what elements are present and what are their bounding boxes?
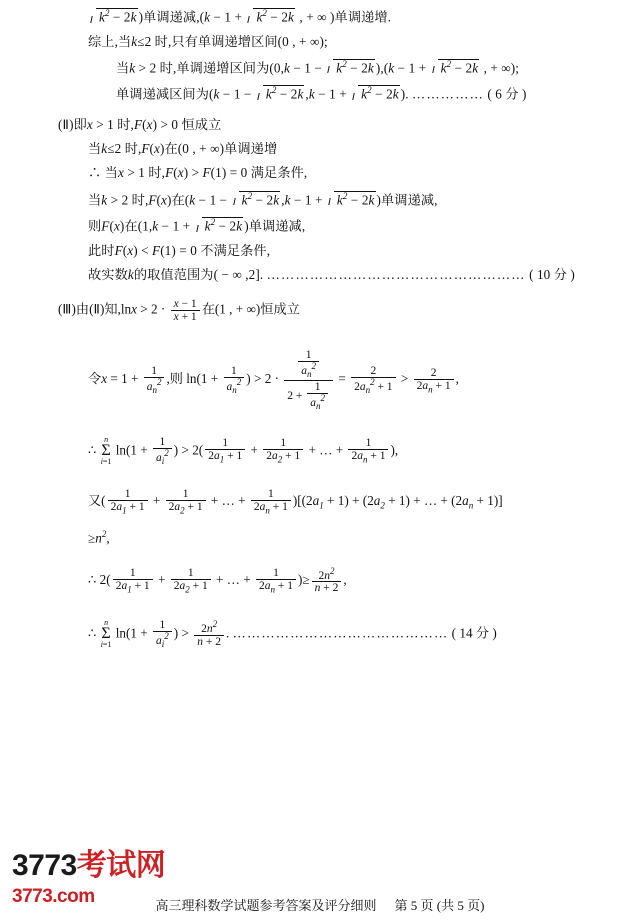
score-6: ( 6 分 ) <box>487 86 527 102</box>
math-line-2: 综上,当k≤2 时,只有单调递增区间(0 , + ∞); <box>88 33 328 49</box>
math-line-3: 当k > 2 时,单调递增区间为($0,k - 1 - k^2 - 2k$ )$,(k - 1 + k^2 - 2k$ , + ∞); <box>116 58 520 76</box>
math-line-18: ∴ n Σ i=1 ln(1 + $\frac{1}{a_i^2}$ ) > $\frac{2n^2}{n + 2}$ . ……………………………………… ( 14 分 ) <box>88 618 497 649</box>
math-line-15: 又( $\frac{1}{2a_1 + 1}$ + $\frac{1}{2a_2 + 1}$ + … + $\frac{1}{2a_n + 1}$ )[$(2a_1 + 1) + (2a_2 + 1)$ + … + $(2a_n + 1)$] <box>88 488 503 516</box>
watermark-url: 3773.com <box>12 886 95 907</box>
math-line-7: ∴ 当x > 1 时,F(x) > F(1) = 0 满足条件, <box>88 165 308 181</box>
page-footer <box>0 895 640 914</box>
math-line-12: (Ⅲ)由(Ⅱ)知,lnx > 2 · $\frac{x - 1}{x + 1}$ 在(1 , + ∞)恒成立 <box>58 298 300 324</box>
leader-dots-3: ……………………………………… <box>232 624 449 640</box>
score-10: ( 10 分 ) <box>529 266 575 282</box>
math-line-6: 当k≤2 时,F(x)在(0 , + ∞)单调递增 <box>88 141 278 157</box>
watermark-logo <box>12 840 165 884</box>
answer-body <box>58 8 618 665</box>
math-line-8: 当k > 2 时,F(x)在($k - 1 - k^2 - 2k$ $,k - 1 + k^2 - 2k$ )单调递减, <box>88 190 438 207</box>
math-line-14: ∴ n Σ i=1 ln(1 + $\frac{1}{a_i^2}$ ) > 2( $\frac{1}{2a_1 + 1}$ + $\frac{1}{2a_2 + 1}$ + … + $\frac{1}{2a_n + 1}$ ), <box>88 435 399 466</box>
footer-title: 高三理科数学试题参考答案及评分细则 <box>155 898 377 913</box>
footer-page-number: 第 5 页 (共 5 页) <box>394 898 485 913</box>
watermark-suffix: 考试网 <box>76 849 166 882</box>
math-line-13: 令x = 1 + $\frac{1}{a_n^2}$ ,则 ln(1 + $\frac{1}{a_n^2}$ ) > 2 · $\frac{1}{a_n^2}$ 2 + $\frac{1}{a_n^2}$ = $\frac{2}{2a_n^2 + 1}$ > $\frac{2}{2a_n + 1}$ , <box>88 349 459 412</box>
math-line-9: 则F(x)在($1,k - 1 + k^2 - 2k$ )单调递减, <box>88 217 306 234</box>
math-line-4: 单调递减区间为($k - 1 - k^2 - 2k$ $,k - 1 + k^2 - 2k$ ). …………… ( 6 分 ) <box>116 85 527 102</box>
score-14: ( 14 分 ) <box>451 624 497 640</box>
math-line-10: 此时F(x) < F(1) = 0 不满足条件, <box>88 242 271 258</box>
math-line-1: $k^2 - 2k$ )单调递减$,(k - 1 + k^2 - 2k$ , + ∞ )单调递增. <box>58 8 618 24</box>
leader-dots-1: …………… <box>412 86 484 102</box>
math-line-17: ∴ 2( $\frac{1}{2a_1 + 1}$ + $\frac{1}{2a_2 + 1}$ + … + $\frac{1}{2a_n + 1}$ )≥ $\frac{2n^2}{n + 2}$ , <box>88 565 347 595</box>
leader-dots-2: ……………………………………………… <box>266 266 526 282</box>
watermark-number: 3773 <box>12 849 77 882</box>
math-line-16: $\ge n^2$, <box>88 528 110 546</box>
math-line-5: (Ⅱ)即x > 1 时,F(x) > 0 恒成立 <box>58 116 222 132</box>
math-line-11: 故实数k的取值范围为( − ∞ ,2]. ……………………………………………… ( 10 分 ) <box>88 266 575 282</box>
